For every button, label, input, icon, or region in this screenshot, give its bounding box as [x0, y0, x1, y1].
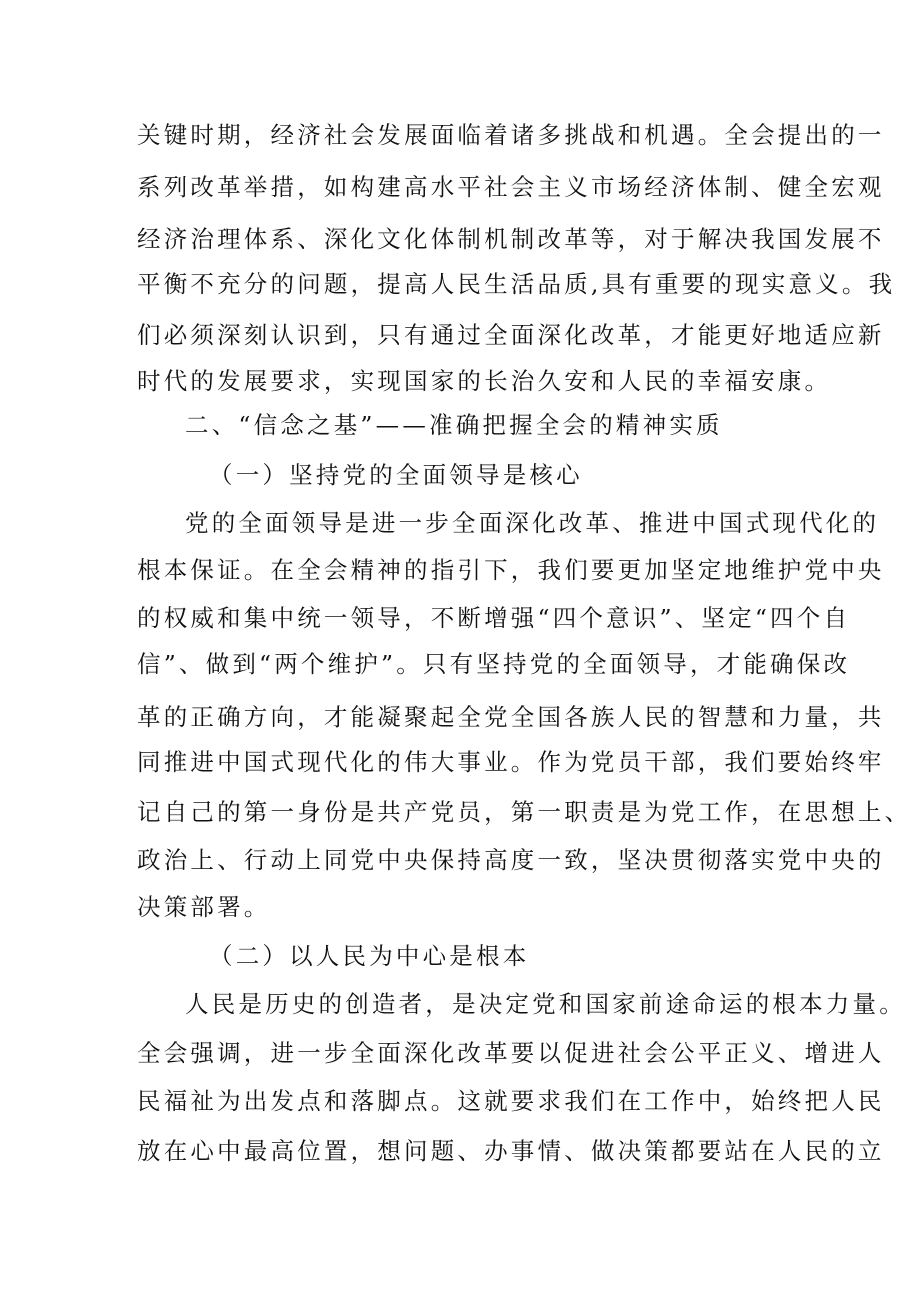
text-line-9: 党的全面领导是进一步全面深化改革、推进中国式现代化的 [185, 509, 880, 537]
text-line-11: 的权威和集中统一领导，不断增强“四个意识”、坚定“四个自 [137, 604, 851, 632]
text-line-4: 平衡不充分的问题，提高人民生活品质,具有重要的现实意义。我 [137, 270, 896, 298]
text-line-15: 记自己的第一身份是共产党员，第一职责是为党工作，在思想上、 [137, 798, 912, 826]
text-line-22: 放在心中最高位置，想问题、办事情、做决策都要站在人民的立 [137, 1137, 885, 1165]
text-line-1: 关键时期，经济社会发展面临着诸多挑战和机遇。全会提出的一 [137, 121, 885, 149]
text-line-19: 人民是历史的创造者，是决定党和国家前途命运的根本力量。 [185, 990, 906, 1018]
subsection-heading-1: （一）坚持党的全面领导是核心 [209, 461, 583, 489]
text-line-2: 系列改革举措，如构建高水平社会主义市场经济体制、健全宏观 [137, 173, 885, 201]
section-heading: 二、“信念之基”——准确把握全会的精神实质 [185, 411, 723, 439]
text-line-6: 时代的发展要求，实现国家的长治久安和人民的幸福安康。 [137, 367, 832, 395]
text-line-14: 同推进中国式现代化的伟大事业。作为党员干部，我们要始终牢 [137, 748, 885, 776]
text-line-21: 民福祉为出发点和落脚点。这就要求我们在工作中，始终把人民 [137, 1087, 885, 1115]
text-line-10: 根本保证。在全会精神的指引下，我们要更加坚定地维护党中央 [137, 556, 885, 584]
text-line-3: 经济治理体系、深化文化体制机制改革等，对于解决我国发展不 [137, 225, 885, 253]
text-line-5: 们必须深刻认识到，只有通过全面深化改革，才能更好地适应新 [137, 321, 885, 349]
text-line-12: 信”、做到“两个维护”。只有坚持党的全面领导，才能确保改 [137, 650, 851, 678]
subsection-heading-2: （二）以人民为中心是根本 [209, 942, 530, 970]
text-line-16: 政治上、行动上同党中央保持高度一致，坚决贯彻落实党中央的 [137, 846, 885, 874]
text-line-17: 决策部署。 [137, 893, 271, 921]
text-line-13: 革的正确方向，才能凝聚起全党全国各族人民的智慧和力量，共 [137, 703, 885, 731]
text-line-20: 全会强调，进一步全面深化改革要以促进社会公平正义、增进人 [137, 1039, 885, 1067]
